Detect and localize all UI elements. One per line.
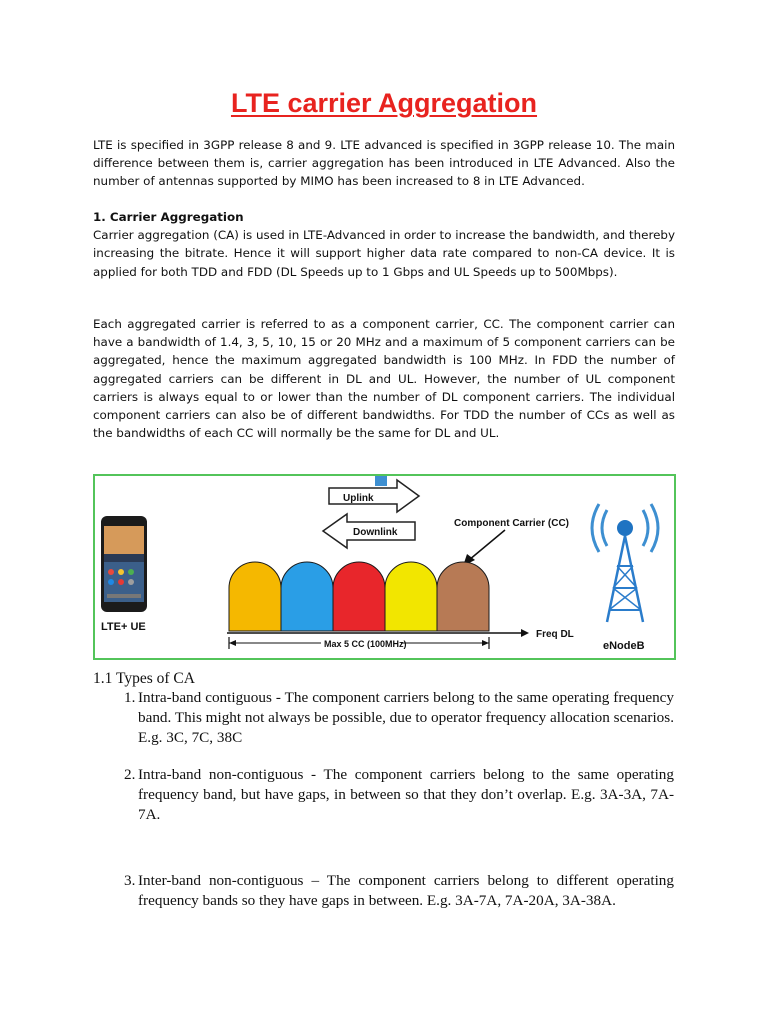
figure-canvas: [95, 476, 674, 658]
intro-paragraph: [93, 136, 675, 191]
intro-text: LTE is specified in 3GPP release 8 and 9. LTE advanced is specified in 3GPP release 10. The main difference between them is, carrier aggregation has been introduced in LTE Advanced. Also the number of antennas supported by MIMO has been increased to 8 in LTE Advanced.: [93, 138, 675, 189]
types-heading: 1.1 Types of CA: [93, 670, 195, 687]
list-item-text: Intra-band contiguous - The component carriers belong to the same operating frequency band. This might not always be possible, due to operator frequency allocation scenarios. E.g. 3C, 7C, 38C: [138, 689, 674, 746]
list-item: [124, 765, 674, 825]
section-heading: 1. Carrier Aggregation: [93, 210, 244, 224]
component-carrier-2: [281, 562, 333, 631]
section-paragraph-2-block: [93, 315, 675, 442]
list-item: [124, 871, 674, 911]
list-item-number: 2.: [124, 766, 136, 783]
enodeb-label: eNodeB: [603, 640, 645, 652]
section-paragraph-2: Each aggregated carrier is referred to as a component carrier, CC. The component carrier can have a bandwidth of 1.4, 3, 5, 10, 15 or 20 MHz and a maximum of 5 component carriers can be aggregated, hence the maximum aggregated bandwidth is 100 MHz. In FDD the number of aggregated carriers can be different in DL and UL. However, the number of UL component carriers is always equal to or lower than the number of DL component carriers. The individual component carriers can also be of different bandwidths. For TDD the number of CCs as well as the bandwidths of each CC will normally be the same for DL and UL.: [93, 317, 675, 441]
uplink-label: Uplink: [343, 493, 374, 504]
small-blue-icon: [375, 476, 387, 486]
list-item-text: Intra-band non-contiguous - The component carriers belong to the same operating frequency band, but have gaps, in between so that they don’t overlap. E.g. 3A-3A, 7A-7A.: [138, 766, 674, 823]
ue-label: LTE+ UE: [101, 621, 146, 633]
component-carrier-1: [229, 562, 281, 631]
section-carrier-aggregation: [93, 208, 675, 281]
section-paragraph-1: Carrier aggregation (CA) is used in LTE-Advanced in order to increase the bandwidth, and thereby increasing the bitrate. Hence it will support higher data rate compared to non-CA device. It is applied for both TDD and FDD (DL Speeds up to 1 Gbps and UL Speeds up to 500Mbps).: [93, 228, 675, 279]
component-carrier-5: [437, 562, 489, 631]
downlink-label: Downlink: [353, 527, 398, 538]
page-title: LTE carrier Aggregation: [230, 88, 538, 118]
carrier-aggregation-figure: [93, 474, 676, 660]
phone-icon: [101, 516, 147, 612]
component-carriers: [229, 562, 489, 631]
list-item-number: 1.: [124, 689, 136, 706]
component-carrier-4: [385, 562, 437, 631]
component-carrier-label: Component Carrier (CC): [454, 518, 570, 529]
component-carrier-3: [333, 562, 385, 631]
list-item-number: 3.: [124, 872, 136, 889]
component-carrier-pointer: [463, 530, 505, 566]
enodeb-tower-icon: [592, 504, 658, 622]
freq-dl-label: Freq DL: [536, 629, 574, 640]
list-item: [124, 688, 674, 748]
max-cc-label: Max 5 CC (100MHz): [324, 639, 407, 649]
list-item-text: Inter-band non-contiguous – The component carriers belong to different operating frequency bands so they have gaps in between. E.g. 3A-7A, 7A-20A, 3A-38A.: [138, 872, 674, 909]
